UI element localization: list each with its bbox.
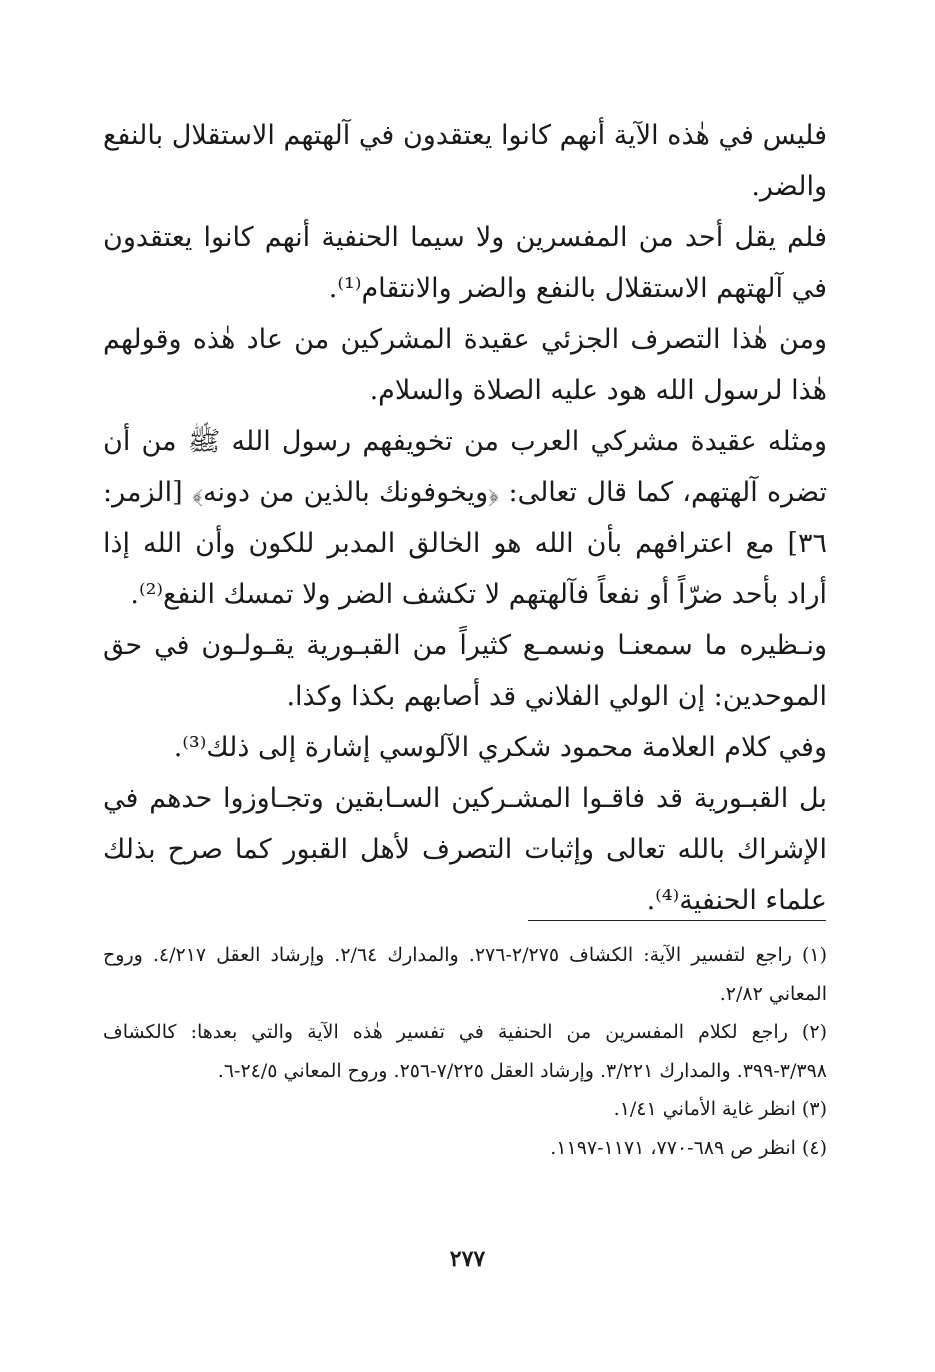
paragraph: بل القبـورية قد فاقـوا المشـركين السـابقين وتجـاوزوا حدهم في الإشراك بالله تعالى وإثبات التصرف لأهل القبور كما صرح بذلك علماء الحنفية⁽⁴⁾. bbox=[103, 783, 827, 916]
footnote: (١) راجع لتفسير الآية: الكشاف ٢/٢٧٥-٢٧٦. والمدارك ٢/٦٤. وإرشاد العقل ٤/٢١٧. وروح المعاني ٢/٨٢. bbox=[103, 944, 827, 1005]
paragraph: فليس في هٰذه الآية أنهم كانوا يعتقدون في آلهتهم الاستقلال بالنفع والضر. bbox=[103, 120, 827, 202]
footnote-separator bbox=[528, 920, 826, 921]
footnote: (٤) انظر ص ٦٨٩-٧٧٠، ١١٧١-١١٩٧. bbox=[550, 1136, 827, 1159]
footnote: (٣) انظر غاية الأماني ١/٤١. bbox=[613, 1098, 827, 1120]
main-text bbox=[103, 110, 827, 926]
paragraph: فلم يقل أحد من المفسرين ولا سيما الحنفية أنهم كانوا يعتقدون في آلهتهم الاستقلال بالنفع والضر والانتقام⁽¹⁾. bbox=[103, 222, 827, 304]
paragraph: ومن هٰذا التصرف الجزئي عقيدة المشركين من عاد هٰذه وقولهم هٰذا لرسول الله هود عليه الصلاة والسلام. bbox=[103, 324, 827, 406]
page-number: ٢٧٧ bbox=[449, 1246, 486, 1272]
paragraph: وفي كلام العلامة محمود شكري الآلوسي إشارة إلى ذلك⁽³⁾. bbox=[173, 732, 827, 763]
paragraph: ومثله عقيدة مشركي العرب من تخويفهم رسول الله ﷺ من أن تضره آلهتهم، كما قال تعالى: ﴿ويخوفونك بالذين من دونه﴾ [الزمر: ٣٦] مع اعترافهم بأن الله هو الخالق المدبر للكون وأن الله إذا أراد بأحد ضرّاً أو نفعاً فآلهتهم لا تكشف الضر ولا تمسك النفع⁽²⁾. bbox=[103, 426, 827, 610]
paragraph: ونـظيره ما سمعنـا ونسمـع كثيراً من القبـورية يقـولـون في حق الموحدين: إن الولي الفلاني قد أصابهم بكذا وكذا. bbox=[103, 630, 827, 712]
footnote: (٢) راجع لكلام المفسرين من الحنفية في تفسير هٰذه الآية والتي بعدها: كالكشاف ٣/٣٩٨-٣٩٩. والمدارك ٣/٢٢١. وإرشاد العقل ٧/٢٢٥-٢٥٦. وروح المعاني ٢٤/٥-٦. bbox=[103, 1021, 827, 1082]
footnotes bbox=[103, 936, 827, 1167]
